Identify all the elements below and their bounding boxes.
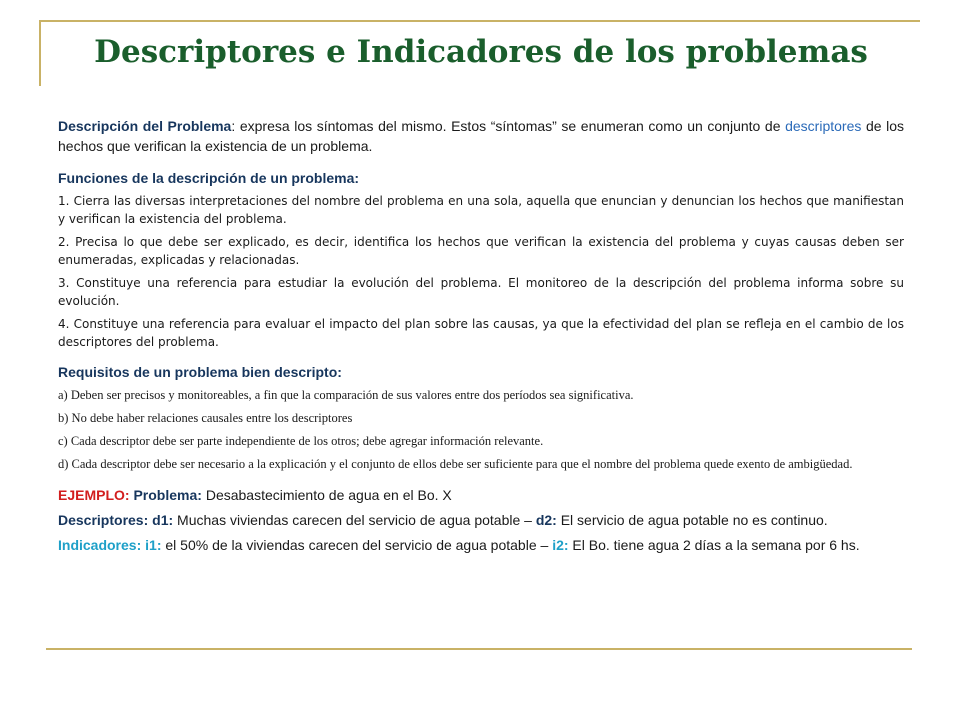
slide-content [58,116,904,560]
i1-text: el 50% de la viviendas carecen del servicio de agua potable – [165,537,549,553]
function-item-3: 3. Constituye una referencia para estudiar la evolución del problema. El monitoreo de la descripción del problema informa sobre su evolución. [58,276,904,308]
requirements-heading: Requisitos de un problema bien descripto: [58,364,342,380]
i2-label: i2: [552,537,569,553]
example-problem [58,485,904,505]
intro-label: Descripción del Problema [58,118,232,134]
requirement-item-b: b) No debe haber relaciones causales entre los descriptores [58,411,353,425]
functions-heading: Funciones de la descripción de un problema: [58,170,360,186]
problem-text: Desabastecimiento de agua en el Bo. X [205,487,452,503]
descriptors-label: Descriptores: [58,512,149,528]
i2-text: El Bo. tiene agua 2 días a la semana por 6 hs. [572,537,860,553]
d2-label: d2: [535,512,557,528]
d1-label: d1: [152,512,174,528]
d1-text: Muchas viviendas carecen del servicio de agua potable – [177,512,532,528]
intro-text-a: : expresa los síntomas del mismo. Estos “síntomas” se enumeran como un conjunto de [231,118,786,134]
d2-text: El servicio de agua potable no es continuo. [560,512,828,528]
example-descriptors [58,510,904,530]
requirement-item-d: d) Cada descriptor debe ser necesario a la explicación y el conjunto de ellos debe ser suficiente para que el nombre del problema quede exento de ambigüedad. [58,457,853,471]
requirement-item-c: c) Cada descriptor debe ser parte independiente de los otros; debe agregar información relevante. [58,434,544,448]
title-top-rule [39,20,920,22]
indicators-label: Indicadores: [58,537,142,553]
intro-paragraph [58,116,904,156]
function-item-4: 4. Constituye una referencia para evaluar el impacto del plan sobre las causas, ya que la efectividad del plan se refleja en el cambio de los descriptores del problema. [58,317,904,349]
i1-label: i1: [145,537,162,553]
intro-text-b: de los hechos que verifican la existencia de un problema. [58,118,905,154]
intro-highlight: descriptores [785,118,862,134]
slide-title: Descriptores e Indicadores de los problemas [94,34,868,70]
function-item-2: 2. Precisa lo que debe ser explicado, es decir, identifica los hechos que verifican la existencia del problema y cuyas causas deben ser enumeradas, explicadas y relacionadas. [58,235,904,267]
function-item-1: 1. Cierra las diversas interpretaciones del nombre del problema en una sola, aquella que enuncian y denuncian los hechos que manifiestan y verifican la existencia del problema. [58,194,904,226]
footer-rule [46,648,912,650]
problem-label: Problema: [133,487,202,503]
example-label: EJEMPLO: [58,487,130,503]
example-indicators [58,535,904,555]
requirement-item-a: a) Deben ser precisos y monitoreables, a fin que la comparación de sus valores entre dos períodos sea significativa. [58,388,634,402]
